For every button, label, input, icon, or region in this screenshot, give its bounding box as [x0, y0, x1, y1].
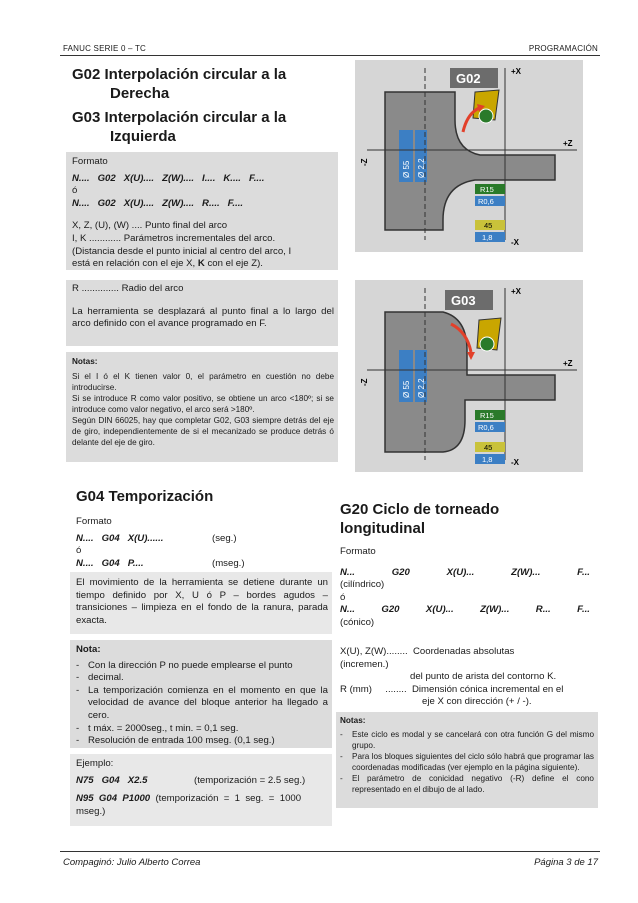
param-r: R .............. Radio del arco: [72, 283, 184, 294]
format-or: ó: [72, 185, 78, 197]
fig1-zm: -Z: [360, 158, 369, 166]
g04-nota-item-2: - decimal.: [76, 672, 124, 684]
header-left: FANUC SERIE 0 – TC: [63, 44, 147, 53]
g20-nota-item-1: - Este ciclo es modal y se cancelará con otra función G del mismo grupo.: [340, 730, 594, 750]
g04-format-label: Formato: [76, 516, 112, 527]
g20-param-r-2: eje X con dirección (+ / -).: [422, 696, 532, 708]
g20-conico: (cónico): [340, 616, 375, 628]
g20-format-1: N... G20 X(U)... Z(W)... F...: [340, 566, 590, 578]
fig2-r1: R15: [480, 411, 494, 420]
g02-radius-block: [72, 283, 334, 331]
g20-param-r: R (mm) ........ Dimensión cónica incremental en el: [340, 683, 564, 695]
g04-format-1: N.... G04 X(U)......: [76, 532, 164, 544]
g04-format-block: [76, 516, 328, 570]
g02-title: G02 Interpolación circular a la: [72, 66, 287, 83]
fig2-m1: 45: [484, 443, 493, 452]
g04-example-2: N95 G04 P1000 (temporización = 1 seg. = 1000 mseg.): [76, 793, 304, 817]
figure-g02: [355, 60, 583, 252]
format-label: Formato: [72, 156, 108, 167]
g04-nota-item-4: - t máx. = 2000seg., t min. = 0,1 seg.: [76, 722, 239, 734]
g20-param-xz-2: (incremen.): [340, 658, 389, 670]
g04-example-block: [76, 758, 328, 818]
g04-nota-item-3: - La temporización comienza en el momento en que la velocidad de avance del bloque anterior ha llegado a cero.: [76, 684, 328, 721]
fig1-r1: R15: [480, 185, 494, 194]
param-xz: X, Z, (U), (W) .... Punto final del arco: [72, 220, 228, 232]
g04-nota-label: Nota:: [76, 644, 101, 655]
format-line-1: N.... G02 X(U).... Z(W).... I.... K.... F....: [72, 172, 265, 184]
g04-format-2: N.... G04 P....: [76, 557, 144, 569]
g04-ejemplo-label: Ejemplo:: [76, 758, 114, 769]
g02-notes-block: [72, 356, 334, 448]
g04-example-1-comment: (temporización = 2.5 seg.): [194, 774, 306, 786]
footer-left: Compaginó: Julio Alberto Correa: [63, 857, 201, 868]
figure-g03: [355, 280, 583, 472]
g20-format-block: [340, 546, 590, 630]
param-ik-desc: (Distancia desde el punto inicial al centro del arco, I: [72, 245, 292, 257]
param-ik-desc-2: está en relación con el eje X, K con el eje Z).: [72, 258, 263, 270]
fig2-xp: +X: [511, 287, 522, 296]
g04-nota-item-5: - Resolución de entrada 100 mseg. (0,1 seg.): [76, 735, 275, 747]
footer-rule: [60, 851, 600, 852]
g04-title: G04 Temporización: [76, 488, 214, 505]
g02-title-cont: Derecha: [110, 85, 170, 102]
g20-cilindrico: (cilíndrico): [340, 579, 385, 591]
fig2-r2: R0,6: [478, 423, 494, 432]
g04-format-or: ó: [76, 545, 82, 557]
fig2-m2: 1,8: [482, 455, 493, 464]
header-right: PROGRAMACIÓN: [528, 44, 598, 53]
g20-param-xz-3: del punto de arista del contorno K.: [410, 671, 557, 683]
fig2-d2: Ø 2,2: [417, 378, 426, 398]
g04-example-1: N75 G04 X2.5: [76, 774, 148, 786]
g04-nota-item-1: - Con la dirección P no puede emplearse el punto: [76, 659, 293, 671]
note-1: Si el I ó el K tienen valor 0, el parámetro en cuestión no debe introducirse.: [72, 372, 334, 392]
header-rule: [60, 55, 600, 56]
param-ik: I, K ............ Parámetros incrementales del arco.: [72, 232, 276, 244]
fig1-r2: R0,6: [478, 197, 494, 206]
fig1-xm: -X: [511, 238, 519, 247]
fig2-zp: +Z: [563, 359, 573, 368]
g20-format-2: N... G20 X(U)... Z(W)... R... F...: [340, 604, 590, 616]
fig1-zp: +Z: [563, 139, 573, 148]
format-line-2: N.... G02 X(U).... Z(W).... R.... F....: [72, 197, 244, 209]
notes-label: Notas:: [72, 357, 98, 366]
g20-notes-block: [340, 715, 594, 795]
g20-or: ó: [340, 591, 346, 603]
g20-title: G20 Ciclo de torneado longitudinal: [340, 501, 500, 537]
g03-title: G03 Interpolación circular a la: [72, 109, 287, 126]
g02-format-block: [72, 156, 334, 271]
g20-param-xz: X(U), Z(W)........ Coordenadas absolutas: [340, 646, 515, 657]
g02-g03-section: [72, 65, 337, 146]
fig2-code: G03: [451, 293, 476, 308]
g20-nota-item-2: - Para los bloques siguientes del ciclo sólo habrá que programar las coordenadas modificadas (ver ejemplo en la página siguiente).: [340, 752, 594, 772]
g20-params-block: [340, 646, 592, 709]
fig1-code: G02: [456, 71, 481, 86]
fig1-m2: 1,8: [482, 233, 493, 242]
g02-description: La herramienta se desplazará al punto final a lo largo del arco definido con el avance programado en F.: [72, 305, 334, 330]
footer-right: Página 3 de 17: [534, 857, 598, 868]
g20-format-label: Formato: [340, 546, 376, 557]
g04-format-1-unit: (seg.): [212, 532, 237, 544]
g04-notes-block: [76, 644, 328, 748]
g20-nota-item-3: - El parámetro de conicidad negativo (-R) define el cono representado en el dibujo de al lado.: [340, 774, 594, 794]
fig2-zm: -Z: [360, 378, 369, 386]
note-3: Según DIN 66025, hay que completar G02, G03 siempre detrás del eje de giro, independientemente de si el mecanizado se produce detrás ó delante del eje de giro.: [72, 416, 334, 447]
note-2: Si se introduce R como valor positivo, se obtiene un arco <180º; si se introduce como valor negativo, el arco será >180º.: [72, 394, 334, 414]
fig2-d1: Ø 55: [402, 380, 411, 398]
g20-notas-label: Notas:: [340, 716, 366, 725]
fig1-xp: +X: [511, 67, 522, 76]
g04-format-2-unit: (mseg.): [212, 557, 245, 569]
fig1-d1: Ø 55: [402, 160, 411, 178]
fig1-m1: 45: [484, 221, 493, 230]
fig2-xm: -X: [511, 458, 519, 467]
g04-description: El movimiento de la herramienta se detiene durante un tiempo definido por X, U ó P – bordes agudos – transiciones – limpieza en el fondo de la ranura, parada exacta.: [76, 577, 328, 626]
g03-title-cont: Izquierda: [110, 128, 176, 145]
fig1-d2: Ø 2,2: [417, 158, 426, 178]
